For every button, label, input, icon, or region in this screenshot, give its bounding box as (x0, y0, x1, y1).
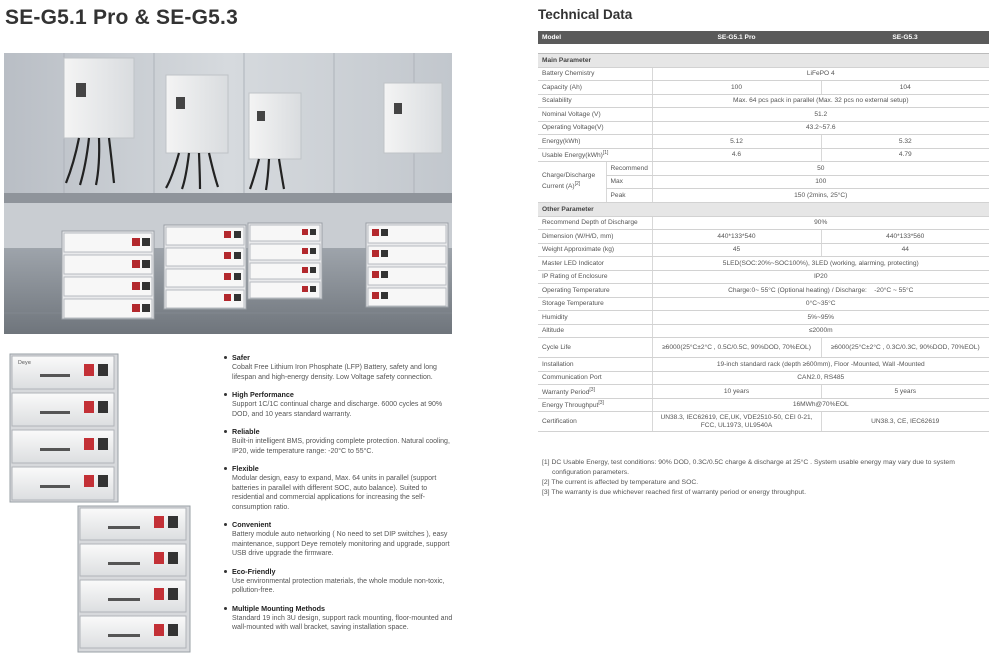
feature-text: Battery module auto networking ( No need to set DIP switches ), easy maintenance, support Deye remotely monitoring and upgrade, support USB drive upgrade the firmware. (232, 531, 450, 557)
installation-photo (4, 53, 452, 334)
footnote: [3] The warranty is due whichever reached first of warranty period or energy throughput. (542, 489, 806, 496)
feature-text: Standard 19 inch 3U design, support rack mounting, floor-mounted and wall-mounted with wall bracket, saving installation space. (232, 614, 453, 631)
footnotes (542, 458, 990, 498)
feature-text: Support 1C/1C continual charge and discharge. 6000 cycles at 90% DOD, and 10 years standard warranty. (232, 401, 443, 418)
feature-title: Flexible (232, 464, 259, 473)
spec-row: Installation 19-inch standard rack (depth ≥600mm), Floor -Mounted, Wall -Mounted (538, 358, 989, 372)
feature-item (224, 390, 460, 419)
spec-row: Max 100 (538, 175, 989, 189)
spec-row: Operating Temperature Charge:0~ 55°C (Optional heating) / Discharge: -20°C ~ 55°C (538, 284, 989, 298)
spec-row: Cycle Life ≥6000(25°C±2°C , 0.5C/0.5C, 90%DOD, 70%EOL) ≥6000(25°C±2°C , 0.3C/0.3C, 90%DOD, 70%EOL) (538, 338, 989, 358)
spec-row: Recommend Depth of Discharge 90% (538, 216, 989, 230)
spec-row: Usable Energy(kWh)[1] 4.6 4.79 (538, 148, 989, 162)
feature-title: Reliable (232, 427, 260, 436)
model-col1-header: SE-G5.1 Pro (652, 31, 821, 44)
spec-row: Nominal Voltage (V) 51.2 (538, 108, 989, 122)
feature-item (224, 427, 460, 456)
main-parameter-heading: Main Parameter (538, 53, 989, 67)
feature-text: Use environmental protection materials, the whole module non-toxic, pollution-free. (232, 577, 445, 594)
footnote: [1] DC Usable Energy, test conditions: 90% DOD, 0.3C/0.5C charge & discharge at 25°C . System usable energy may vary due to system (542, 459, 955, 466)
model-col2-header: SE-G5.3 (821, 31, 989, 44)
spec-row: IP Rating of Enclosure IP20 (538, 270, 989, 284)
spec-row: Scalability Max. 64 pcs pack in parallel (Max. 32 pcs no external setup) (538, 94, 989, 108)
feature-item (224, 567, 460, 596)
feature-item (224, 520, 460, 559)
brand-label: Deye (18, 360, 31, 366)
spec-row: Humidity 5%~95% (538, 311, 989, 325)
spec-row: Altitude ≤2000m (538, 324, 989, 338)
spec-section-row (538, 53, 989, 67)
battery-module-stack-illustration (4, 350, 194, 653)
spec-row: Capacity (Ah) 100 104 (538, 81, 989, 95)
model-header: Model (538, 31, 652, 44)
spec-row: Storage Temperature 0°C~35°C (538, 297, 989, 311)
feature-title: Convenient (232, 520, 272, 529)
feature-list (224, 353, 460, 641)
spec-row: Battery Chemistry LiFePO 4 (538, 67, 989, 81)
spec-section-row (538, 202, 989, 216)
spec-row: Warranty Period[3] 10 years 5 years (538, 385, 989, 399)
feature-item (224, 353, 460, 382)
spec-row: Energy(kWh) 5.12 5.32 (538, 135, 989, 149)
feature-title: Eco-Friendly (232, 566, 276, 576)
spec-row: Master LED Indicator 5LED(SOC:20%~SOC100%), 3LED (working, alarming, protecting) (538, 257, 989, 271)
spec-header-row (538, 31, 989, 44)
footnote: [2] The current is affected by temperature and SOC. (542, 479, 699, 486)
feature-text: Modular design, easy to expand, Max. 64 units in parallel (support batteries in parallel with different SOC, auto balance). Suited to residential and commercial applications for increasing the self-consumption ratio. (232, 475, 437, 511)
feature-item (224, 604, 460, 633)
feature-text: Built-in intelligent BMS, providing complete protection. Natural cooling, IP20, wide temperature range: -20°C to 55°C. (232, 438, 450, 455)
spec-row: Certification UN38.3, IEC62619, CE,UK, VDE2510-50, CEI 0-21, FCC, UL1973, UL9540A UN38.3, CE, IEC62619 (538, 412, 989, 432)
spec-row: Weight Approximate (kg) 45 44 (538, 243, 989, 257)
spec-row: Energy Throughput[3] 16MWh@70%EOL (538, 398, 989, 412)
page-title: SE-G5.1 Pro & SE-G5.3 (5, 6, 238, 29)
feature-title: Safer (232, 353, 250, 362)
feature-text: Cobalt Free Lithium Iron Phosphate (LFP) Battery, safety and long lifespan and high-energy density. Low Voltage safety connection. (232, 364, 437, 381)
feature-title: High Performance (232, 390, 294, 399)
spec-table (538, 31, 989, 432)
spec-row: Peak 150 (2mins, 25°C) (538, 189, 989, 203)
footnote: configuration parameters. (552, 469, 630, 476)
feature-item (224, 464, 460, 512)
feature-title: Multiple Mounting Methods (232, 603, 326, 613)
spec-row: Operating Voltage(V) 43.2~57.6 (538, 121, 989, 135)
other-parameter-heading: Other Parameter (538, 202, 989, 216)
spec-row: Dimension (W/H/D, mm) 440*133*540 440*133*560 (538, 230, 989, 244)
spec-row: Communication Port CAN2.0, RS485 (538, 371, 989, 385)
spec-row: Charge/Discharge Current (A)[2] Recommend 50 (538, 162, 989, 176)
technical-data-title: Technical Data (538, 7, 633, 22)
